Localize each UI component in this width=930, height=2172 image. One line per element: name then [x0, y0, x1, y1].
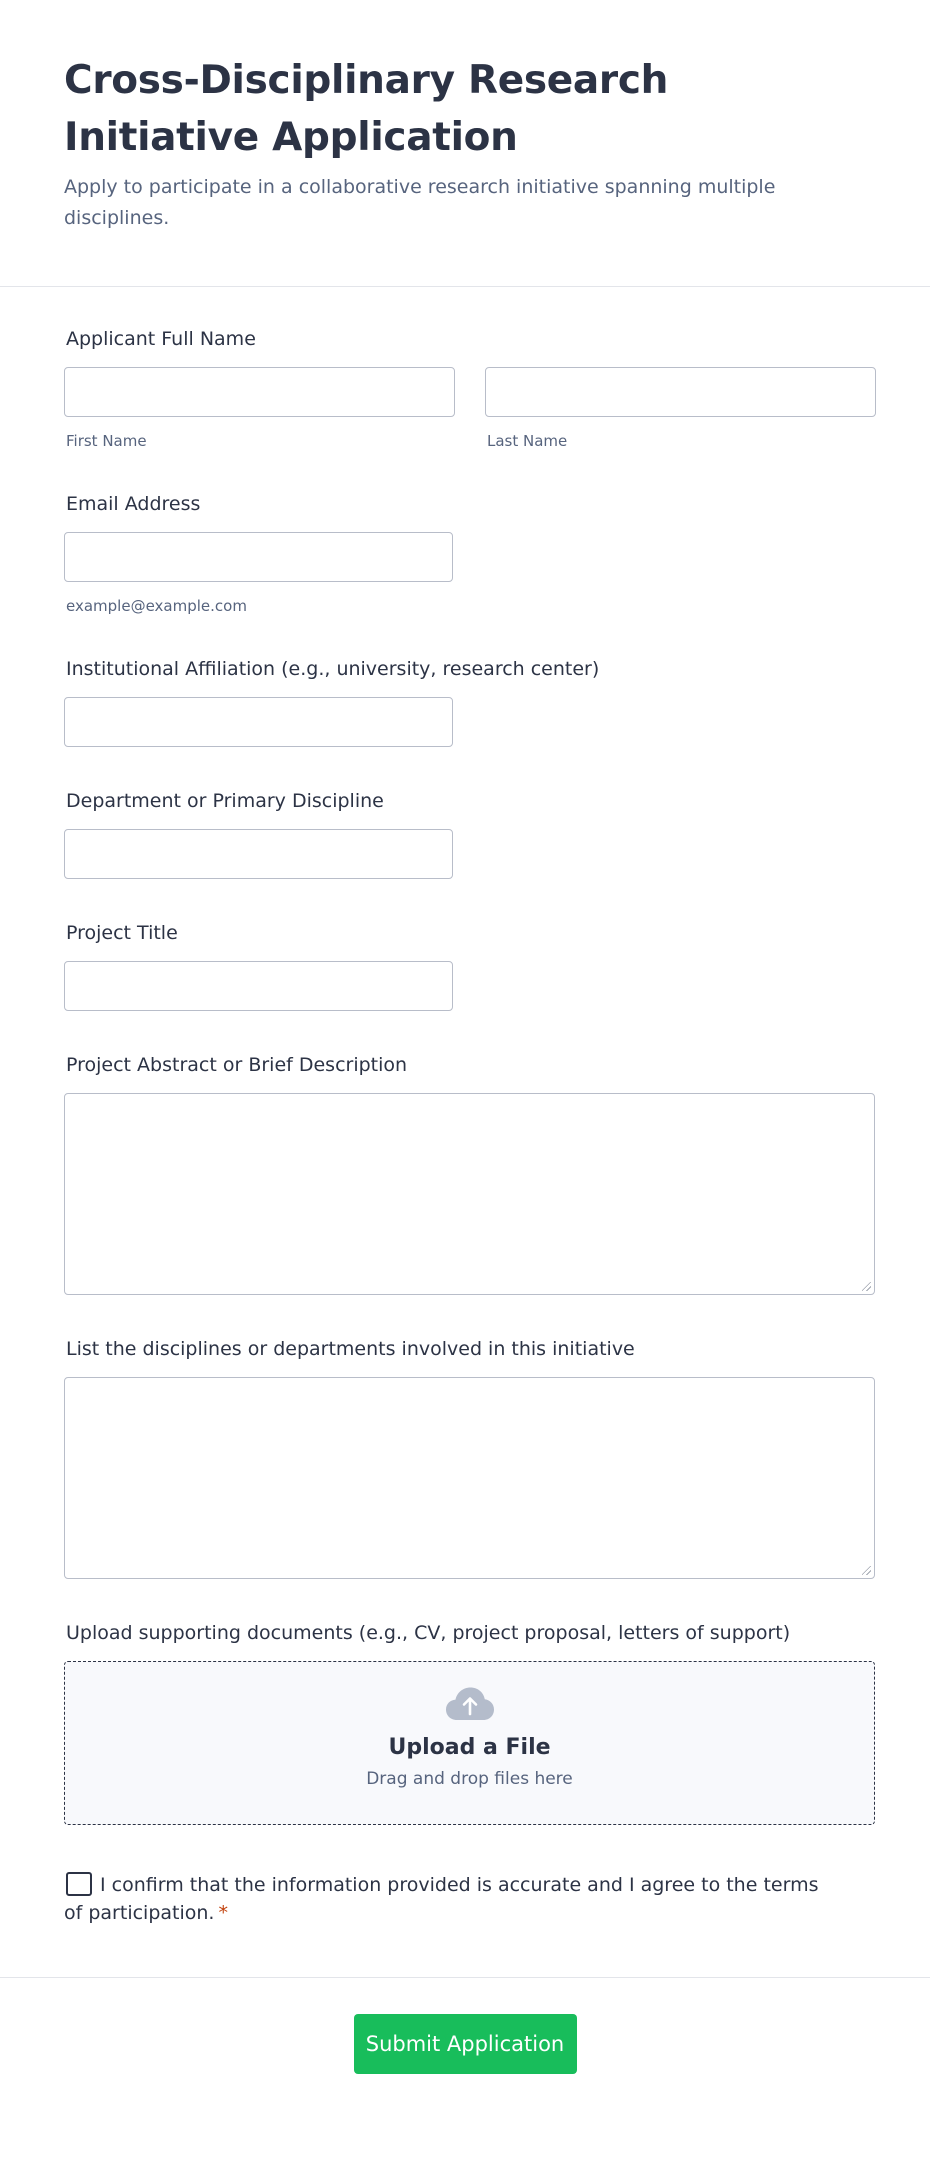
- resize-grip-icon[interactable]: [862, 1282, 871, 1291]
- disciplines-textarea[interactable]: [64, 1377, 875, 1579]
- first-name-col: [64, 367, 455, 450]
- upload-dropzone[interactable]: [64, 1661, 875, 1825]
- project-title-input[interactable]: [64, 961, 453, 1011]
- upload-label: Upload supporting documents (e.g., CV, project proposal, letters of support): [66, 1622, 791, 1644]
- department-label: Department or Primary Discipline: [66, 790, 384, 812]
- email-input[interactable]: [64, 532, 453, 582]
- project-title-label: Project Title: [66, 922, 178, 944]
- required-star: *: [218, 1902, 228, 1924]
- first-name-sublabel: First Name: [66, 432, 147, 450]
- upload-title: Upload a File: [388, 1735, 551, 1760]
- affiliation-input[interactable]: [64, 697, 453, 747]
- form-body: [0, 287, 930, 1977]
- form-title: Cross-Disciplinary Research Initiative Application: [64, 58, 669, 160]
- affiliation-label: Institutional Affiliation (e.g., university, research center): [66, 658, 600, 680]
- abstract-field: [64, 1053, 866, 1295]
- form-header: [0, 0, 930, 287]
- consent-text: I confirm that the information provided is accurate and I agree to the terms of participation.: [64, 1874, 819, 1924]
- resize-grip-icon[interactable]: [862, 1566, 871, 1575]
- email-sublabel: example@example.com: [66, 597, 247, 615]
- form-subtitle: Apply to participate in a collaborative research initiative spanning multiple disciplines.: [64, 176, 776, 229]
- department-input[interactable]: [64, 829, 453, 879]
- consent-field: [64, 1855, 824, 1977]
- email-label: Email Address: [66, 493, 201, 515]
- upload-hint: Drag and drop files here: [366, 1769, 573, 1789]
- first-name-input[interactable]: [64, 367, 455, 417]
- last-name-col: [485, 367, 876, 450]
- disciplines-label: List the disciplines or departments involved in this initiative: [66, 1338, 635, 1360]
- email-field: [64, 492, 866, 615]
- disciplines-field: [64, 1337, 866, 1579]
- abstract-label: Project Abstract or Brief Description: [66, 1054, 408, 1076]
- department-field: [64, 789, 866, 879]
- submit-button[interactable]: Submit Application: [354, 2014, 577, 2074]
- affiliation-field: [64, 657, 866, 747]
- form-footer: [0, 1977, 930, 2124]
- upload-field: [64, 1621, 866, 1825]
- last-name-sublabel: Last Name: [487, 432, 568, 450]
- name-row: [64, 367, 866, 450]
- abstract-textarea[interactable]: [64, 1093, 875, 1295]
- full-name-field: [64, 327, 866, 450]
- consent-checkbox[interactable]: [66, 1872, 92, 1896]
- full-name-label: Applicant Full Name: [66, 328, 256, 350]
- cloud-upload-icon: [445, 1686, 495, 1722]
- last-name-input[interactable]: [485, 367, 876, 417]
- project-title-field: [64, 921, 866, 1011]
